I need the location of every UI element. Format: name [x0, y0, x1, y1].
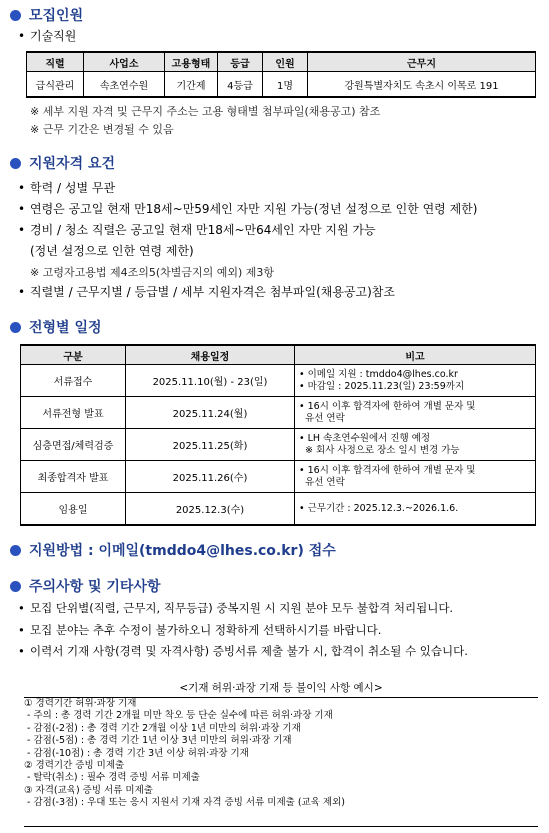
remark-line: • 마감일 : 2025.11.23(일) 23:59까지 — [299, 380, 465, 392]
schedule-table — [20, 344, 536, 526]
qual-item: • 학력 / 성별 무관 — [18, 181, 116, 195]
th-location: 근무지 — [308, 52, 536, 72]
cell-stage: 심층면접/체력검증 — [21, 429, 126, 461]
remark-line: 유선 연락 — [299, 412, 345, 424]
cell-stage: 서류전형 발표 — [21, 397, 126, 429]
penalty-examples-box — [24, 697, 538, 827]
qual-item-text: 연령은 공고일 현재 만18세~만59세인 자만 지원 가능(정년 설정으로 인한 연령 제한) — [30, 202, 478, 216]
penalty-line: ② 경력기간 증빙 미제출 — [24, 760, 125, 772]
penalty-line: - 감점(-2점) : 총 경력 기간 2개월 이상 1년 미만의 허위·과장 기재 — [24, 722, 301, 734]
bullet-dot-icon — [10, 322, 21, 333]
th-grade: 등급 — [218, 52, 263, 72]
cell-stage: 서류접수 — [21, 365, 126, 397]
section-caution-title — [10, 576, 160, 596]
cell: 급식관리 — [27, 72, 84, 98]
caution-item: • 모집 분야는 추후 수정이 불가하오니 정확하게 선택하시기를 바랍니다. — [18, 623, 382, 637]
cell: 강원특별자치도 속초시 이목로 191 — [308, 72, 536, 98]
penalty-line: - 주의 : 총 경력 기간 2개월 미만 착오 등 단순 실수에 따른 허위·과장 기재 — [24, 710, 333, 722]
cell-date: 2025.11.25(화) — [126, 429, 295, 461]
remark-line: ※ 회사 사정으로 장소 일시 변경 가능 — [299, 444, 460, 456]
table-row — [27, 72, 536, 98]
th-stage: 구분 — [21, 345, 126, 365]
cell: 4등급 — [218, 72, 263, 98]
bullet-dot-icon — [10, 581, 21, 592]
recruit-note-2: ※ 근무 기간은 변경될 수 있음 — [30, 123, 174, 136]
table-row — [21, 461, 536, 493]
cell-remarks — [295, 493, 536, 526]
remark-line: • 이메일 지원 : tmddo4@lhes.co.kr — [299, 368, 458, 380]
qual-item-text: 학력 / 성별 무관 — [30, 181, 116, 195]
cell-remarks — [295, 461, 536, 493]
cell-date: 2025.11.24(월) — [126, 397, 295, 429]
caution-item-text: 모집 분야는 추후 수정이 불가하오니 정확하게 선택하시기를 바랍니다. — [30, 623, 382, 637]
th-count: 인원 — [263, 52, 308, 72]
cell-remarks — [295, 365, 536, 397]
cell-date: 2025.11.26(수) — [126, 461, 295, 493]
bullet-dot-icon — [10, 545, 21, 556]
cell: 1명 — [263, 72, 308, 98]
apply-title-text: 지원방법 : 이메일(tmddo4@lhes.co.kr) 접수 — [29, 543, 336, 559]
th-jobtype: 직렬 — [27, 52, 84, 72]
remark-line: 유선 연락 — [299, 476, 345, 488]
cell: 기간제 — [165, 72, 218, 98]
qual-item: • 경비 / 청소 직렬은 공고일 현재 만18세~만64세인 자만 지원 가능 — [18, 223, 376, 237]
qual-item: • 연령은 공고일 현재 만18세~만59세인 자만 지원 가능(정년 설정으로 인한 연령 제한) — [18, 202, 478, 216]
th-remarks: 비고 — [295, 345, 536, 365]
qual-item: • 직렬별 / 근무지별 / 등급별 / 세부 지원자격은 첨부파일(채용공고)참조 — [18, 285, 395, 299]
remark-line: • 16시 이후 합격자에 한하여 개별 문자 및 — [299, 464, 476, 476]
caution-item: • 모집 단위별(직렬, 근무지, 직무등급) 중복지원 시 지원 분야 모두 불합격 처리됩니다. — [18, 601, 454, 615]
section-qual-title — [10, 153, 115, 173]
penalty-line: - 감점(-10점) : 총 경력 기간 3년 이상 허위·과장 기재 — [24, 747, 249, 759]
section-recruit-title — [10, 5, 83, 25]
qual-title-text: 지원자격 요건 — [29, 156, 116, 172]
th-date: 채용일정 — [126, 345, 295, 365]
caution-item-text: 이력서 기재 사항(경력 및 자격사항) 증빙서류 제출 불가 시, 합격이 취소될 수 있습니다. — [30, 644, 468, 658]
table-row — [21, 397, 536, 429]
recruit-bullet-text: 기술직원 — [30, 29, 77, 43]
penalty-line: - 감점(-3점) : 우대 또는 응시 지원서 기재 자격 증빙 서류 미제출 (교육 제외) — [24, 797, 345, 809]
bullet-dot-icon — [10, 10, 21, 21]
recruit-note-1: ※ 세부 지원 자격 및 근무지 주소는 고용 형태별 첨부파일(채용공고) 참조 — [30, 105, 381, 118]
cell: 속초연수원 — [84, 72, 165, 98]
schedule-title-text: 전형별 일정 — [29, 320, 102, 336]
recruit-title-text: 모집인원 — [29, 8, 84, 24]
penalty-line: - 탈락(취소) : 필수 경력 증빙 서류 미제출 — [24, 772, 200, 784]
qual-item-text: 직렬별 / 근무지별 / 등급별 / 세부 지원자격은 첨부파일(채용공고)참조 — [30, 285, 395, 299]
penalty-line: ③ 자격(교육) 증빙 서류 미제출 — [24, 784, 153, 796]
cell-remarks — [295, 397, 536, 429]
cell-remarks — [295, 429, 536, 461]
qual-item-cont: (정년 설정으로 인한 연령 제한) — [30, 244, 194, 258]
cell-date: 2025.11.10(월) - 23(일) — [126, 365, 295, 397]
table-row — [21, 365, 536, 397]
penalty-box-caption: <기재 허위·과장 기재 등 불이익 사항 예시> — [179, 682, 383, 694]
recruit-bullet: • 기술직원 — [18, 29, 77, 43]
recruit-table — [26, 51, 536, 98]
caution-item: • 이력서 기재 사항(경력 및 자격사항) 증빙서류 제출 불가 시, 합격이 취소될 수 있습니다. — [18, 644, 468, 658]
th-office: 사업소 — [84, 52, 165, 72]
th-employment: 고용형태 — [165, 52, 218, 72]
caution-title-text: 주의사항 및 기타사항 — [29, 579, 161, 595]
cell-stage: 임용일 — [21, 493, 126, 526]
remark-line: • LH 속초연수원에서 진행 예정 — [299, 432, 431, 444]
cell-stage: 최종합격자 발표 — [21, 461, 126, 493]
caution-item-text: 모집 단위별(직렬, 근무지, 직무등급) 중복지원 시 지원 분야 모두 불합격 처리됩니다. — [30, 601, 454, 615]
section-apply-title — [10, 540, 336, 560]
table-row — [21, 429, 536, 461]
remark-line: • 근무기간 : 2025.12.3.~2026.1.6. — [299, 502, 459, 514]
remark-line: • 16시 이후 합격자에 한하여 개별 문자 및 — [299, 400, 476, 412]
qual-note: ※ 고령자고용법 제4조의5(차별금지의 예외) 제3항 — [30, 266, 275, 279]
penalty-line: ① 경력기간 허위·과장 기재 — [24, 698, 137, 709]
cell-date: 2025.12.3(수) — [126, 493, 295, 526]
bullet-dot-icon — [10, 158, 21, 169]
table-row — [21, 493, 536, 526]
qual-item-text: 경비 / 청소 직렬은 공고일 현재 만18세~만64세인 자만 지원 가능 — [30, 223, 376, 237]
section-schedule-title — [10, 317, 102, 337]
penalty-line: - 감점(-5점) : 총 경력 기간 1년 이상 3년 미만의 허위·과장 기재 — [24, 735, 292, 747]
